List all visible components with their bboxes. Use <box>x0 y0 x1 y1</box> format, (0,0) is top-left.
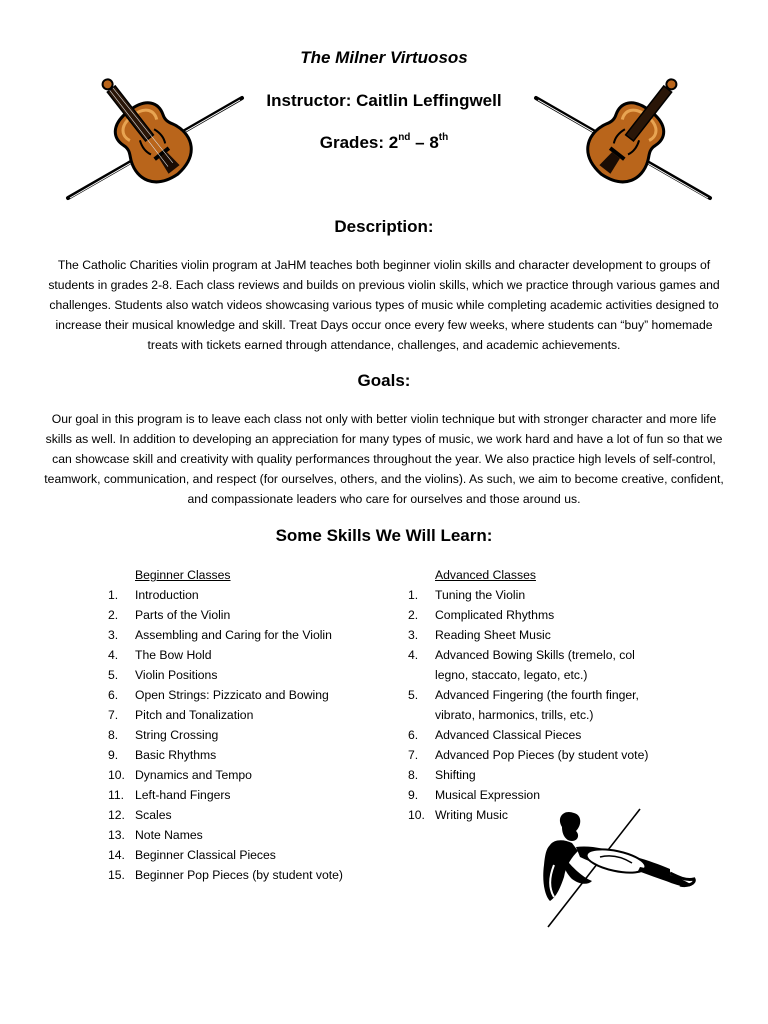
advanced-classes-title: Advanced Classes <box>435 568 536 582</box>
beginner-class-item-number: 2. <box>108 608 119 622</box>
page-title: The Milner Virtuosos <box>300 48 468 67</box>
instructor-line: Instructor: Caitlin Leffingwell <box>266 91 502 110</box>
advanced-class-item-number: 5. <box>408 688 419 702</box>
advanced-class-item-number: 7. <box>408 748 419 762</box>
beginner-class-item-number: 8. <box>108 728 119 742</box>
description-heading: Description: <box>334 217 434 236</box>
beginner-class-item-label: Open Strings: Pizzicato and Bowing <box>135 688 329 702</box>
beginner-class-item <box>108 665 378 685</box>
advanced-class-item <box>408 685 658 725</box>
beginner-class-item-number: 4. <box>108 648 119 662</box>
beginner-class-item-label: Left-hand Fingers <box>135 788 231 802</box>
violinist-silhouette-icon <box>520 805 710 930</box>
grades-line <box>0 133 768 153</box>
advanced-classes-list <box>408 565 658 825</box>
beginner-class-item <box>108 785 378 805</box>
advanced-class-item-label: Reading Sheet Music <box>435 628 551 642</box>
advanced-class-item-number: 1. <box>408 588 419 602</box>
advanced-class-item <box>408 745 658 765</box>
advanced-class-item-number: 9. <box>408 788 419 802</box>
beginner-class-item-label: The Bow Hold <box>135 648 212 662</box>
beginner-class-item-label: Introduction <box>135 588 199 602</box>
beginner-classes-title: Beginner Classes <box>135 568 231 582</box>
beginner-class-item <box>108 845 378 865</box>
advanced-class-item <box>408 725 658 745</box>
advanced-class-item-label: Advanced Classical Pieces <box>435 728 582 742</box>
beginner-class-item-label: Basic Rhythms <box>135 748 217 762</box>
beginner-class-item <box>108 745 378 765</box>
beginner-class-item <box>108 645 378 665</box>
advanced-class-item-label: Shifting <box>435 768 476 782</box>
beginner-class-item-number: 13. <box>108 828 125 842</box>
advanced-class-item-number: 8. <box>408 768 419 782</box>
beginner-class-item-number: 14. <box>108 848 125 862</box>
advanced-items <box>408 585 658 825</box>
advanced-class-item <box>408 765 658 785</box>
grades-superscript-start: nd <box>398 132 411 143</box>
advanced-class-item-number: 10. <box>408 808 425 822</box>
grades-prefix: Grades: 2 <box>319 133 399 152</box>
advanced-class-item-label: Complicated Rhythms <box>435 608 555 622</box>
beginner-class-item-number: 15. <box>108 868 125 882</box>
beginner-classes-list <box>108 565 378 885</box>
beginner-items <box>108 585 378 885</box>
beginner-class-item-label: Dynamics and Tempo <box>135 768 252 782</box>
beginner-class-item <box>108 585 378 605</box>
beginner-class-item-number: 10. <box>108 768 125 782</box>
advanced-class-item <box>408 785 658 805</box>
advanced-class-item-label: Advanced Bowing Skills (tremelo, col legno, staccato, legato, etc.) <box>435 648 635 682</box>
beginner-class-item <box>108 865 378 885</box>
beginner-class-item <box>108 825 378 845</box>
advanced-class-item-number: 6. <box>408 728 419 742</box>
advanced-class-item-number: 4. <box>408 648 419 662</box>
beginner-class-item-number: 5. <box>108 668 119 682</box>
beginner-class-item <box>108 765 378 785</box>
beginner-class-item-number: 1. <box>108 588 119 602</box>
beginner-class-item-number: 7. <box>108 708 119 722</box>
beginner-class-item-label: Violin Positions <box>135 668 218 682</box>
beginner-class-item <box>108 605 378 625</box>
grades-superscript-end: th <box>438 132 449 143</box>
beginner-class-item <box>108 805 378 825</box>
beginner-class-item <box>108 725 378 745</box>
advanced-class-item-label: Musical Expression <box>435 788 540 802</box>
beginner-class-item <box>108 625 378 645</box>
goals-heading: Goals: <box>357 371 411 390</box>
beginner-class-item-label: Scales <box>135 808 172 822</box>
advanced-class-item <box>408 585 658 605</box>
beginner-class-item-label: Beginner Classical Pieces <box>135 848 276 862</box>
grades-mid: – 8 <box>410 133 439 152</box>
beginner-class-item-label: Pitch and Tonalization <box>135 708 254 722</box>
advanced-class-item <box>408 645 658 685</box>
advanced-class-item-label: Advanced Fingering (the fourth finger, vibrato, harmonics, trills, etc.) <box>435 688 639 722</box>
advanced-class-item <box>408 625 658 645</box>
advanced-class-item-label: Writing Music <box>435 808 508 822</box>
beginner-class-item-label: Assembling and Caring for the Violin <box>135 628 332 642</box>
beginner-class-item-number: 6. <box>108 688 119 702</box>
skills-heading: Some Skills We Will Learn: <box>275 526 493 545</box>
advanced-class-item-number: 3. <box>408 628 419 642</box>
description-paragraph: The Catholic Charities violin program at JaHM teaches both beginner violin skills and character development to groups of students in grades 2-8. Each class reviews and builds on previous violin skills, which we practice through various games and challenges. Students also watch videos showcasing various types of music while completing academic activities designed to increase their musical knowledge and skill. Treat Days occur once every few weeks, where students can “buy” homemade treats with tickets earned through attendance, challenges, and academic achievements. <box>48 258 720 352</box>
advanced-class-item-label: Tuning the Violin <box>435 588 526 602</box>
beginner-class-item-label: Parts of the Violin <box>135 608 231 622</box>
goals-paragraph: Our goal in this program is to leave each class not only with better violin technique but with stronger character and more life skills as well. In addition to developing an appreciation for many types of music, we work hard and have a lot of fun so that we can showcase skill and creativity with quality performances throughout the year. We also practice high levels of self-control, teamwork, communication, and respect (for ourselves, others, and the violins). As such, we aim to become creative, confident, and compassionate leaders who care for ourselves and those around us. <box>44 412 724 506</box>
beginner-class-item <box>108 705 378 725</box>
beginner-class-item-number: 3. <box>108 628 119 642</box>
beginner-class-item-label: String Crossing <box>135 728 219 742</box>
beginner-class-item-number: 9. <box>108 748 119 762</box>
advanced-class-item-label: Advanced Pop Pieces (by student vote) <box>435 748 649 762</box>
beginner-class-item-label: Beginner Pop Pieces (by student vote) <box>135 868 343 882</box>
beginner-class-item <box>108 685 378 705</box>
advanced-class-item-number: 2. <box>408 608 419 622</box>
advanced-class-item <box>408 605 658 625</box>
beginner-class-item-number: 11. <box>108 788 125 802</box>
beginner-class-item-label: Note Names <box>135 828 203 842</box>
beginner-class-item-number: 12. <box>108 808 125 822</box>
